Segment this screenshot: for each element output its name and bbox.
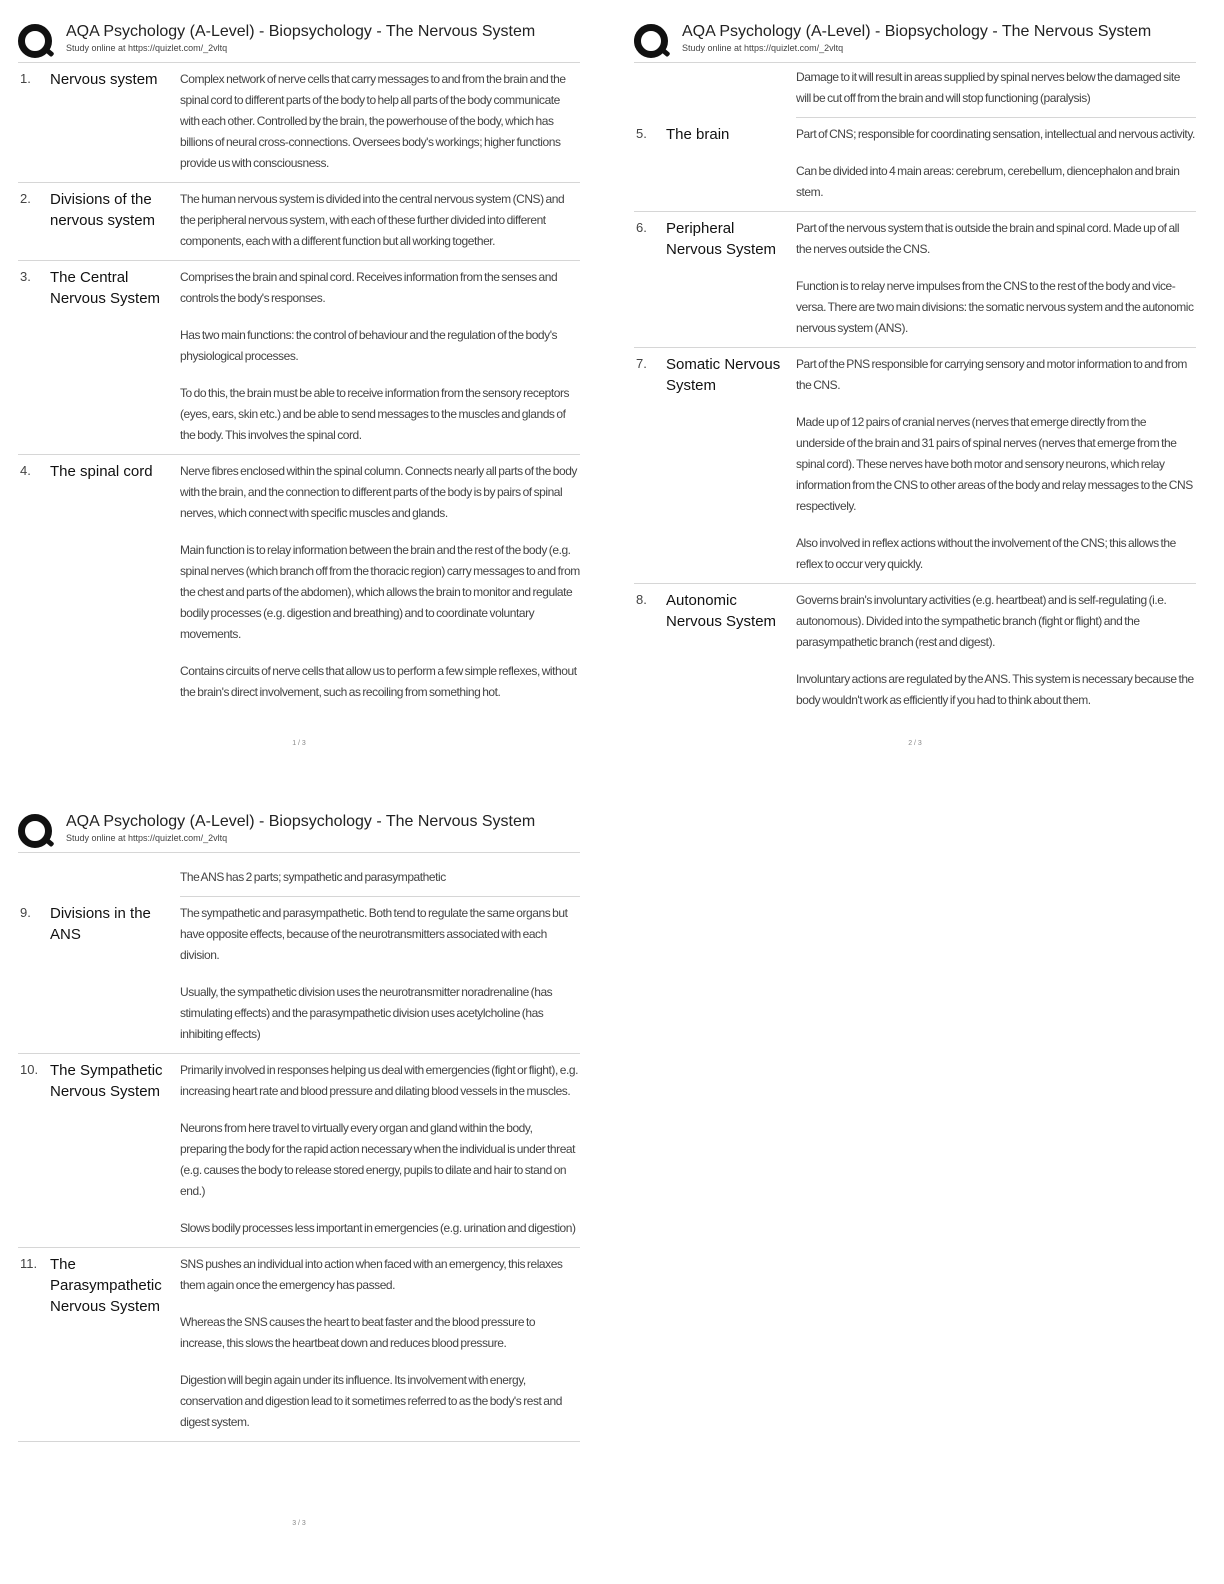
- term-definition: Also involved in reflex actions without the involvement of the CNS; this allows the reflex to occur very quickly.: [796, 536, 1176, 571]
- term-definition: Whereas the SNS causes the heart to beat faster and the blood pressure to increase, this slows the heartbeat down and reduces blood pressure.: [180, 1315, 536, 1350]
- term-definition: Usually, the sympathetic division uses the neurotransmitter noradrenaline (has stimulating effects) and the parasympathetic division uses acetylcholine (has inhibiting effects): [180, 985, 553, 1041]
- document-source-link[interactable]: Study online at https://quizlet.com/_2vltq: [66, 43, 228, 53]
- term-continuation: [180, 853, 580, 897]
- term-row: [634, 584, 1196, 719]
- term-number: 3.: [20, 269, 31, 284]
- term-number: 7.: [636, 356, 647, 371]
- term-continuation: [796, 63, 1196, 118]
- term-definition: Made up of 12 pairs of cranial nerves (nerves that emerge directly from the underside of the brain and 31 pairs of spinal nerves (nerves that emerge from the spinal cord). These nerves have both motor and sensory neurons, which relay information from the CNS to other areas of the body and relay messages to the CNS respectively.: [796, 415, 1193, 513]
- term-definition: Function is to relay nerve impulses from the CNS to the rest of the body and vice-versa. There are two main divisions: the somatic nervous system and the autonomic nervous system (ANS).: [796, 279, 1194, 335]
- page-number: 1 / 3: [292, 740, 306, 747]
- document-title: AQA Psychology (A-Level) - Biopsychology - The Nervous System: [66, 813, 536, 830]
- term-row: [18, 1054, 580, 1248]
- term-definition: Nerve fibres enclosed within the spinal column. Connects nearly all parts of the body with the brain, and the connection to different parts of the body is by pairs of spinal nerves, which connect with specific muscles and glands.: [180, 464, 577, 520]
- term-row: [634, 348, 1196, 584]
- term-title: The Parasympathetic Nervous System: [50, 1256, 162, 1315]
- term-number: 11.: [20, 1256, 38, 1271]
- term-row: [18, 1248, 580, 1442]
- term-definition: Complex network of nerve cells that carry messages to and from the brain and the spinal cord to different parts of the body to help all parts of the body communicate with each other. Controlled by the brain, the powerhouse of the body, which has billions of neural cross-connections. Oversees body's workings; higher functions provide us with consciousness.: [180, 72, 566, 170]
- term-number: 10.: [20, 1062, 39, 1077]
- term-title: Divisions in the ANS: [50, 905, 151, 943]
- term-definition: Governs brain's involuntary activities (e.g. heartbeat) and is self-regulating (i.e. autonomous). Divided into the sympathetic branch (fight or flight) and the parasympathetic branch (rest and digest).: [796, 593, 1167, 649]
- document-source-link[interactable]: Study online at https://quizlet.com/_2vltq: [682, 43, 844, 53]
- term-definition: Neurons from here travel to virtually every organ and gland within the body, preparing the body for the rapid action necessary when the individual is under threat (e.g. causes the body to release stored energy, pupils to dilate and hair to stand on end.): [180, 1121, 576, 1198]
- term-number: 4.: [20, 463, 31, 478]
- term-definition: SNS pushes an individual into action when faced with an emergency, this relaxes them again once the emergency has passed.: [180, 1257, 563, 1292]
- document-title: AQA Psychology (A-Level) - Biopsychology - The Nervous System: [682, 23, 1152, 40]
- term-title: The Sympathetic Nervous System: [50, 1062, 163, 1100]
- term-title: Autonomic Nervous System: [666, 592, 777, 630]
- term-definition: Part of the nervous system that is outside the brain and spinal cord. Made up of all the nerves outside the CNS.: [796, 221, 1180, 256]
- term-definition: Part of CNS; responsible for coordinating sensation, intellectual and nervous activity.: [796, 127, 1195, 141]
- term-title: The Central Nervous System: [50, 269, 161, 307]
- page-number: 2 / 3: [908, 740, 922, 747]
- term-title: The spinal cord: [50, 463, 153, 480]
- document-page-1: [18, 22, 580, 752]
- term-number: 5.: [636, 126, 647, 141]
- term-number: 9.: [20, 905, 31, 920]
- term-definition: Damage to it will result in areas supplied by spinal nerves below the damaged site will be cut off from the brain and will stop functioning (paralysis): [796, 70, 1181, 105]
- term-definition: Main function is to relay information between the brain and the rest of the body (e.g. spinal nerves (which branch off from the thoracic region) carry messages to and from the chest and parts of the abdomen), which allows the brain to monitor and regulate bodily processes (e.g. digestion and breathing) and to coordinate voluntary movements.: [180, 543, 580, 641]
- term-definition: To do this, the brain must be able to receive information from the sensory receptors (eyes, ears, skin etc.) and be able to send messages to the muscles and glands of the body. This involves the spinal cord.: [180, 386, 570, 442]
- term-definition: Digestion will begin again under its influence. Its involvement with energy, conservation and digestion lead to it sometimes referred to as the body's rest and digest system.: [180, 1373, 562, 1429]
- page-header: [18, 22, 580, 63]
- term-definition: Contains circuits of nerve cells that allow us to perform a few simple reflexes, without the brain's direct involvement, such as recoiling from something hot.: [180, 664, 577, 699]
- quizlet-logo-icon: [634, 24, 668, 58]
- term-definition: The human nervous system is divided into the central nervous system (CNS) and the peripheral nervous system, with each of these further divided into different components, each with a different function but all working together.: [180, 192, 565, 248]
- document-page-2: [634, 22, 1196, 752]
- term-number: 8.: [636, 592, 647, 607]
- term-title: Nervous system: [50, 71, 158, 88]
- term-title: Peripheral Nervous System: [666, 220, 777, 258]
- term-row: [18, 261, 580, 455]
- term-row: [18, 897, 580, 1054]
- term-definition: Slows bodily processes less important in emergencies (e.g. urination and digestion): [180, 1221, 576, 1235]
- term-row: [634, 212, 1196, 348]
- page-number: 3 / 3: [292, 1520, 306, 1527]
- term-row: [18, 183, 580, 261]
- term-definition: Primarily involved in responses helping us deal with emergencies (fight or flight), e.g. increasing heart rate and blood pressure and dilating blood vessels in the muscles.: [180, 1063, 578, 1098]
- page-header: [634, 22, 1196, 63]
- term-row: [18, 63, 580, 183]
- term-definition: Part of the PNS responsible for carrying sensory and motor information to and from the CNS.: [796, 357, 1187, 392]
- term-definition: Comprises the brain and spinal cord. Receives information from the senses and controls the body's responses.: [180, 270, 558, 305]
- term-title: The brain: [666, 126, 730, 143]
- term-definition: The sympathetic and parasympathetic. Both tend to regulate the same organs but have opposite effects, because of the neurotransmitters associated with each division.: [180, 906, 568, 962]
- quizlet-logo-icon: [18, 814, 52, 848]
- quizlet-logo-icon: [18, 24, 52, 58]
- term-number: 6.: [636, 220, 647, 235]
- term-definition: The ANS has 2 parts; sympathetic and parasympathetic: [180, 870, 446, 884]
- document-source-link[interactable]: Study online at https://quizlet.com/_2vltq: [66, 833, 228, 843]
- term-number: 1.: [20, 71, 31, 86]
- term-definition: Has two main functions: the control of behaviour and the regulation of the body's physiological processes.: [180, 328, 558, 363]
- term-definition: Can be divided into 4 main areas: cerebrum, cerebellum, diencephalon and brain stem.: [796, 164, 1180, 199]
- term-title: Divisions of the nervous system: [50, 191, 156, 229]
- term-number: 2.: [20, 191, 31, 206]
- term-definition: Involuntary actions are regulated by the ANS. This system is necessary because the body wouldn't work as efficiently if you had to think about them.: [796, 672, 1194, 707]
- term-title: Somatic Nervous System: [666, 356, 781, 394]
- document-page-3: [18, 812, 580, 1542]
- term-row: [18, 455, 580, 711]
- term-row: [634, 118, 1196, 212]
- document-title: AQA Psychology (A-Level) - Biopsychology - The Nervous System: [66, 23, 536, 40]
- page-header: [18, 812, 580, 853]
